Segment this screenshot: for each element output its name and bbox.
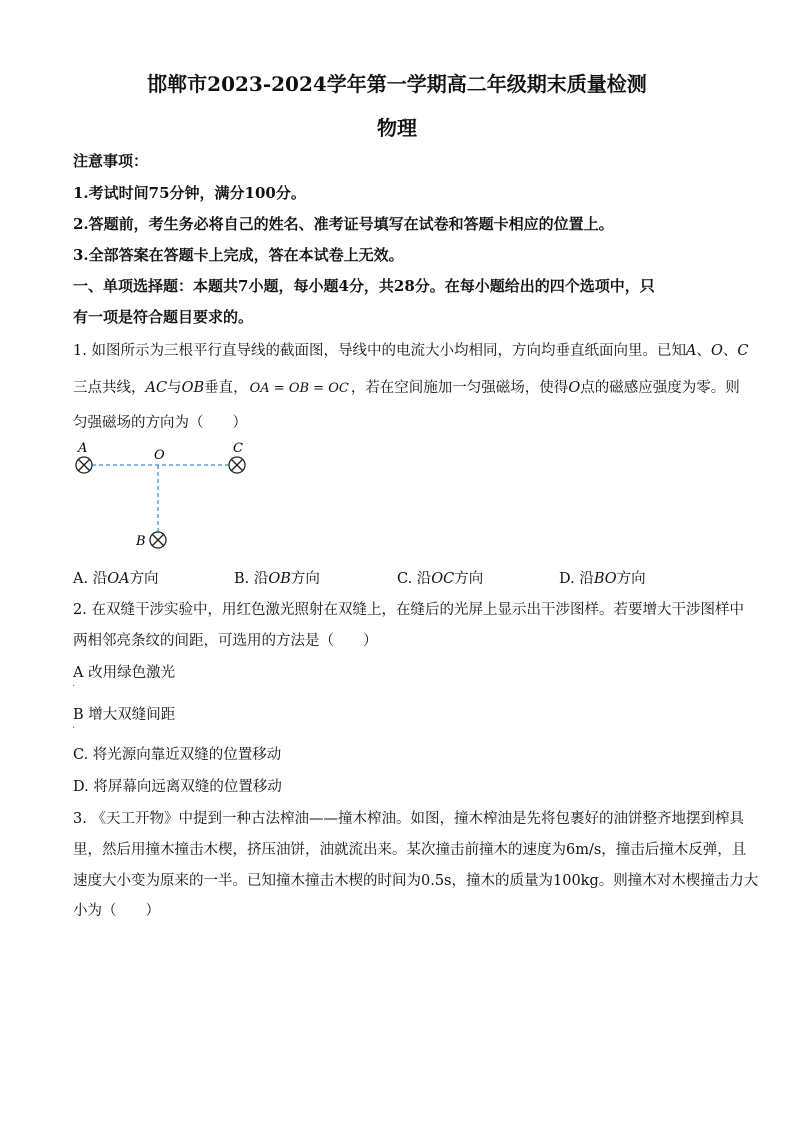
- label-a: A: [78, 441, 88, 456]
- notice-item: 3.全部答案在答题卡上完成，答在本试卷上无效。: [73, 246, 404, 264]
- q1-line-1: 1. 如图所示为三根平行直导线的截面图，导线中的电流大小均相同，方向均垂直纸面向里。已知A、O、C: [73, 343, 749, 359]
- stray-dot: .: [72, 720, 76, 731]
- wire-c-into-page-icon: [229, 457, 245, 473]
- stray-dot: .: [72, 678, 76, 689]
- q2-option-c[interactable]: C. 将光源向靠近双缝的位置移动: [73, 747, 282, 763]
- q3-line-4: 小为（ ）: [73, 903, 160, 919]
- wire-diagram: [70, 440, 260, 555]
- q1-option-a[interactable]: A. 沿OA方向: [73, 571, 159, 587]
- notice-item: 2.答题前，考生务必将自己的姓名、准考证号填写在试卷和答题卡相应的位置上。: [73, 215, 614, 233]
- q2-option-d[interactable]: D. 将屏幕向远离双缝的位置移动: [73, 779, 282, 795]
- section-heading-cont: 有一项是符合题目要求的。: [73, 308, 254, 326]
- q2-line-1: 2. 在双缝干涉实验中，用红色激光照射在双缝上，在缝后的光屏上显示出干涉图样。若要增大干涉图样中: [73, 602, 744, 618]
- q1-line-3: 匀强磁场的方向为（ ）: [73, 415, 247, 431]
- label-b: B: [136, 534, 146, 549]
- equation: OA = OB = OC: [249, 381, 349, 396]
- q2-option-b[interactable]: B 增大双缝间距: [73, 707, 176, 723]
- q1-option-c[interactable]: C. 沿OC方向: [397, 571, 484, 587]
- label-c: C: [233, 441, 243, 456]
- q1-option-d[interactable]: D. 沿BO方向: [559, 571, 646, 587]
- notice-heading: 注意事项：: [73, 152, 149, 170]
- section-heading: 一、单项选择题：本题共7小题，每小题4分，共28分。在每小题给出的四个选项中，只: [73, 277, 655, 295]
- q1-option-b[interactable]: B. 沿OB方向: [234, 571, 320, 587]
- wire-a-into-page-icon: [76, 457, 92, 473]
- subject-title: 物理: [377, 116, 417, 140]
- q2-line-2: 两相邻亮条纹的间距，可选用的方法是（ ）: [73, 633, 378, 649]
- q1-line-2: 三点共线，AC与OB垂直， OA = OB = OC ，若在空间施加一匀强磁场，使得O点的磁感应强度为零。则: [73, 380, 740, 396]
- q3-line-3: 速度大小变为原来的一半。已知撞木撞击木楔的时间为0.5s，撞木的质量为100kg。则撞木对木楔撞击力大: [73, 873, 759, 889]
- notice-item: 1.考试时间75分钟，满分100分。: [73, 184, 306, 202]
- label-o: O: [154, 448, 165, 463]
- q3-line-1: 3. 《天工开物》中提到一种古法榨油——撞木榨油。如图，撞木榨油是先将包裹好的油饼整齐地摆到榨具: [73, 811, 744, 827]
- q3-line-2: 里，然后用撞木撞击木楔，挤压油饼，油就流出来。某次撞击前撞木的速度为6m/s，撞击后撞木反弹，且: [73, 842, 747, 858]
- exam-title: 邯郸市2023-2024学年第一学期高二年级期末质量检测: [147, 72, 647, 96]
- wire-b-into-page-icon: [150, 532, 166, 548]
- q2-option-a[interactable]: A 改用绿色激光: [73, 665, 176, 681]
